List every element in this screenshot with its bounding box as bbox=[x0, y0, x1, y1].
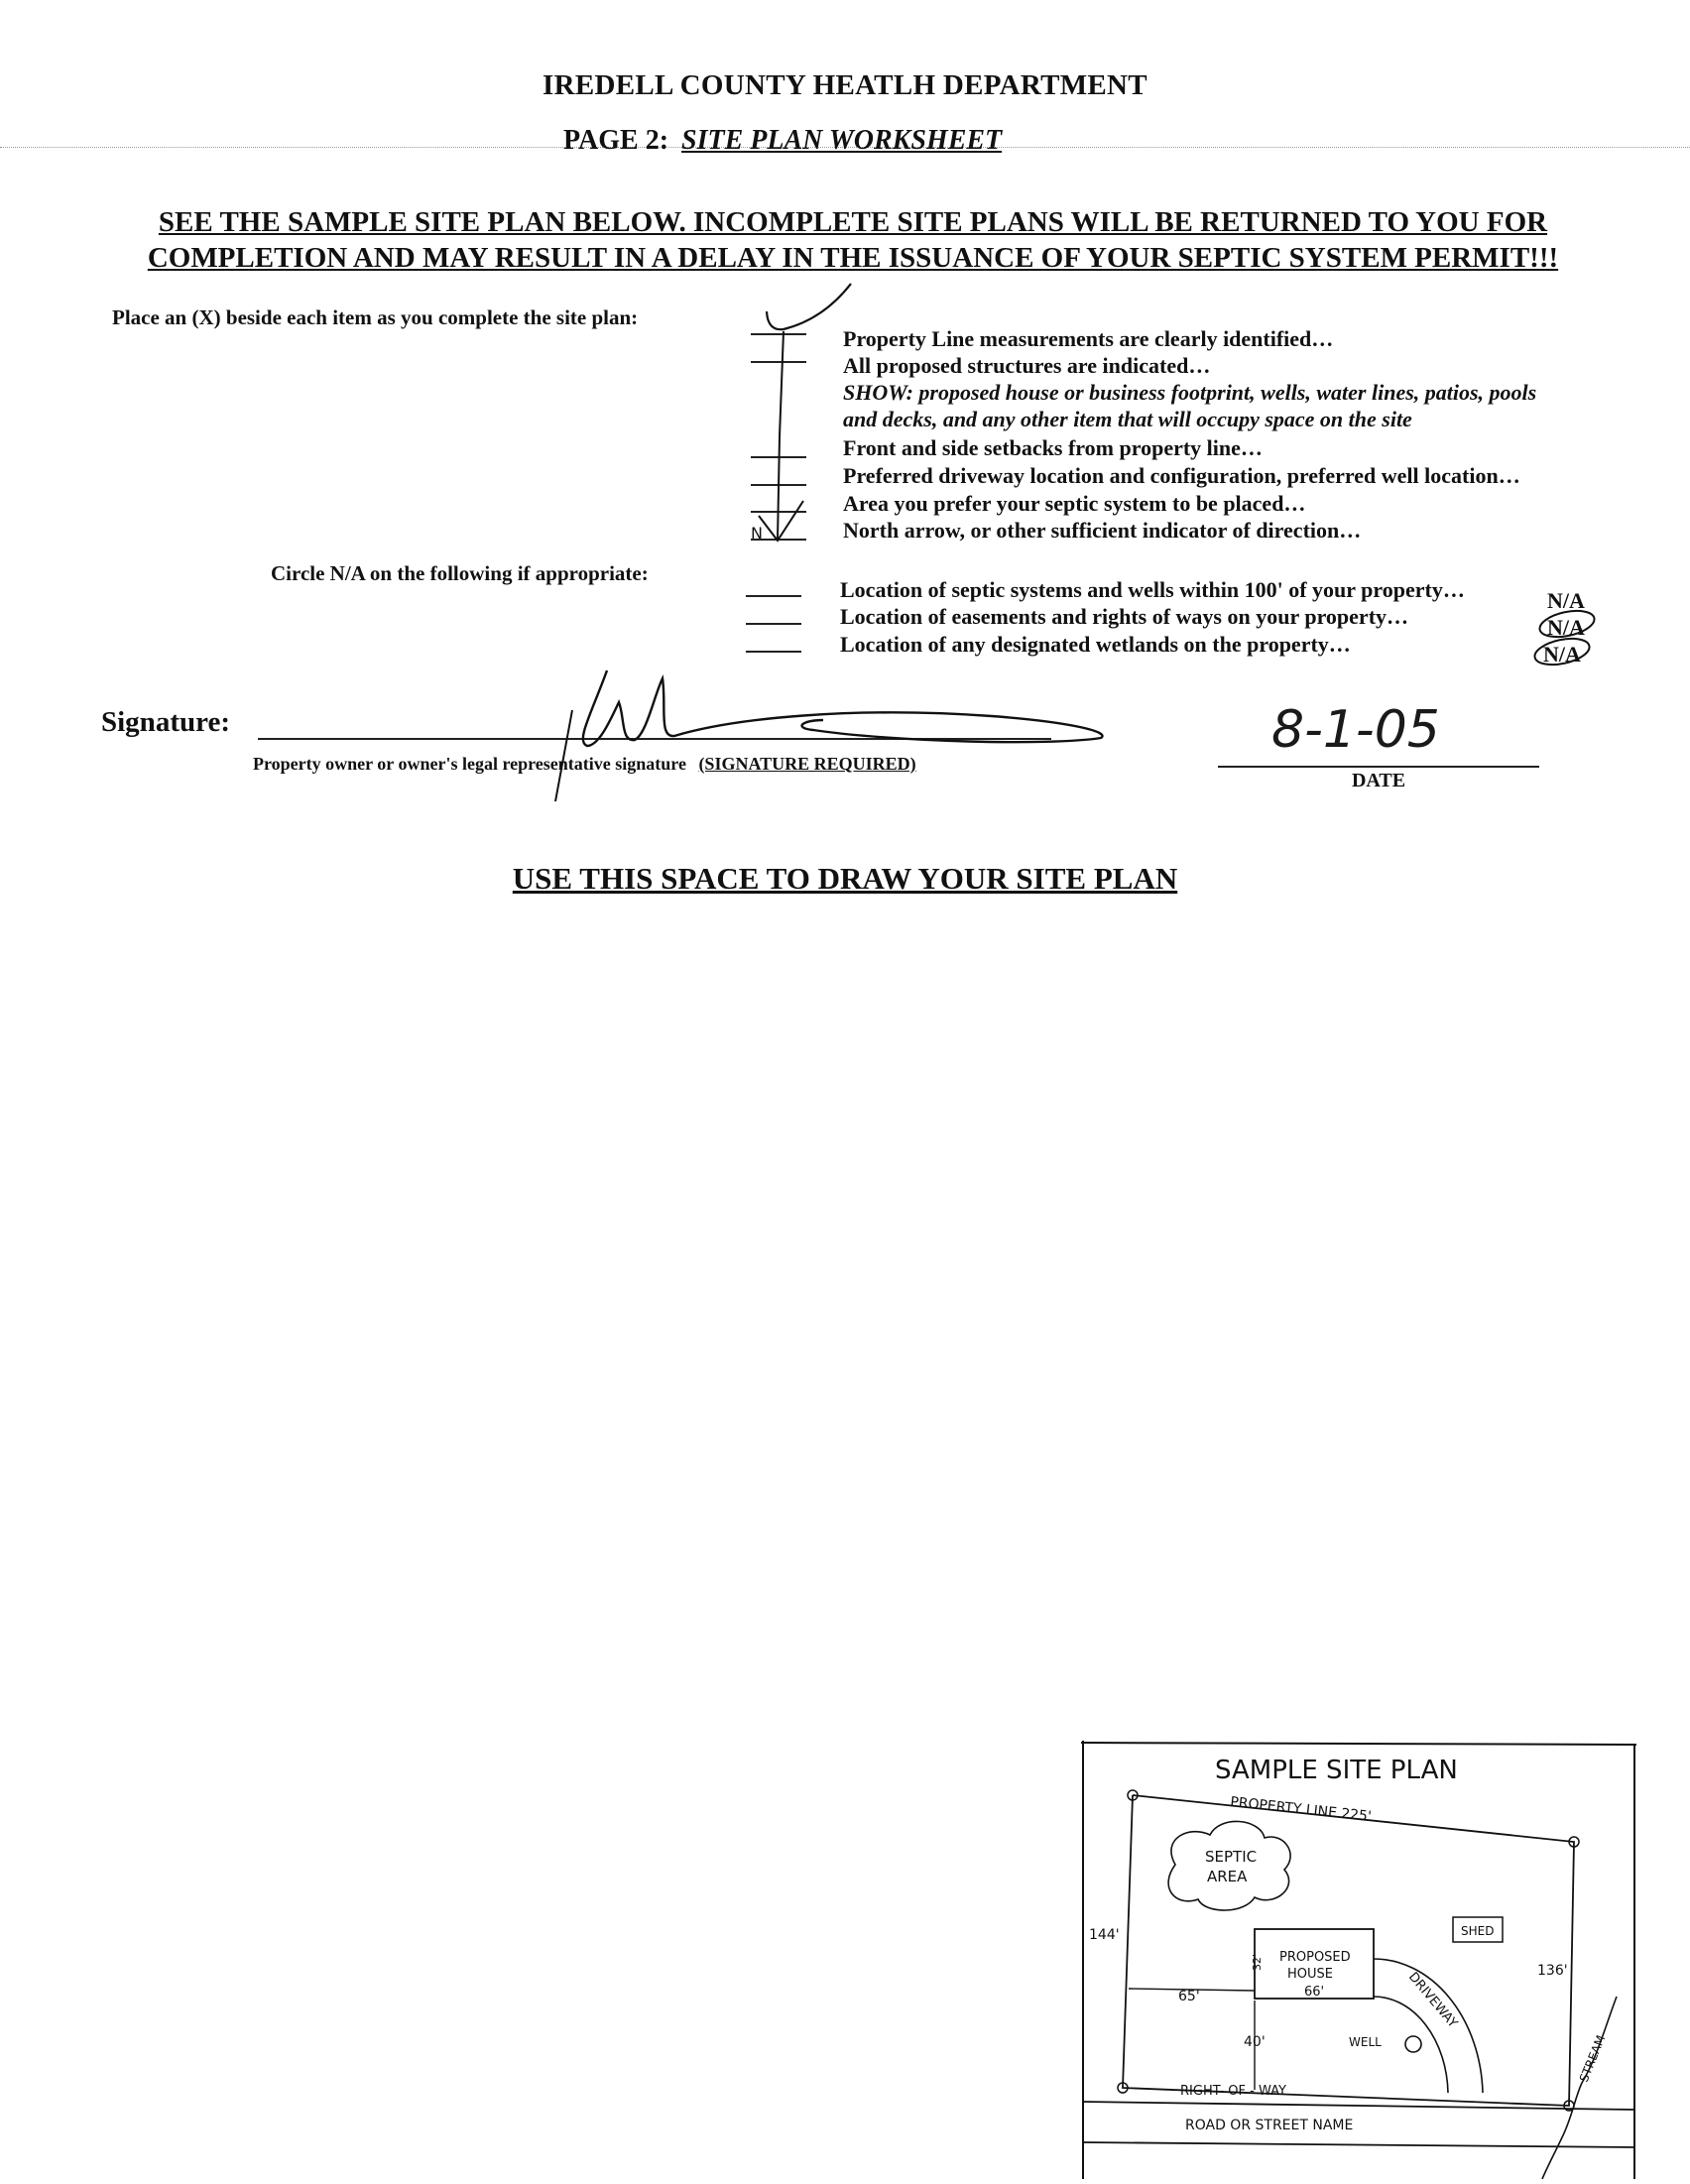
front-setback-label: 40' bbox=[1244, 2034, 1266, 2050]
signature-line[interactable] bbox=[258, 738, 1051, 740]
stream-label: STREAM bbox=[1576, 2033, 1609, 2085]
na-instruction: Circle N/A on the following if appropriate: bbox=[271, 561, 649, 585]
signature-caption-text: Property owner or owner's legal representative signature bbox=[253, 754, 686, 774]
checklist-item-show-2: and decks, and any other item that will occupy space on the site bbox=[843, 407, 1412, 431]
na-option-2[interactable]: N/A bbox=[1547, 615, 1585, 640]
checklist-instruction: Place an (X) beside each item as you complete the site plan: bbox=[112, 305, 639, 329]
house-depth-label: 32' bbox=[1251, 1953, 1264, 1971]
signature-required-note: (SIGNATURE REQUIRED) bbox=[698, 754, 916, 774]
septic-label-2: AREA bbox=[1207, 1868, 1248, 1885]
right-of-way-label: RIGHT- OF - WAY bbox=[1180, 2084, 1286, 2099]
department-title: IREDELL COUNTY HEATLH DEPARTMENT bbox=[543, 69, 1147, 101]
septic-label-1: SEPTIC bbox=[1205, 1848, 1258, 1866]
warning-line-2: COMPLETION AND MAY RESULT IN A DELAY IN THE ISSUANCE OF YOUR SEPTIC SYSTEM PERMIT!!! bbox=[147, 242, 1559, 274]
septic-area-cloud bbox=[1168, 1821, 1290, 1910]
driveway-label: DRIVEWAY bbox=[1404, 1969, 1461, 2031]
checklist-item-driveway: Preferred driveway location and configuration, preferred well location… bbox=[843, 463, 1520, 488]
well-icon bbox=[1405, 2036, 1421, 2052]
na-blank-1[interactable] bbox=[746, 595, 801, 597]
checklist-item-property-lines: Property Line measurements are clearly identified… bbox=[843, 326, 1334, 351]
shed-label: SHED bbox=[1461, 1924, 1495, 1938]
checklist-item-north-arrow: North arrow, or other sufficient indicator of direction… bbox=[843, 518, 1362, 543]
signature-caption bbox=[253, 754, 916, 775]
checklist-blank-3[interactable] bbox=[751, 456, 806, 458]
checklist-item-septic-area: Area you prefer your septic system to be placed… bbox=[843, 491, 1306, 516]
na-blank-2[interactable] bbox=[746, 623, 801, 625]
sample-title: SAMPLE SITE PLAN bbox=[1215, 1756, 1458, 1785]
page-subtitle bbox=[563, 125, 1002, 157]
checklist-blank-1[interactable] bbox=[751, 333, 806, 335]
signature-label: Signature: bbox=[101, 706, 230, 738]
na-item-easements: Location of easements and rights of ways on your property… bbox=[840, 604, 1409, 629]
house-width-label: 66' bbox=[1304, 1985, 1325, 2000]
left-dimension: 144' bbox=[1089, 1927, 1120, 1943]
na-blank-3[interactable] bbox=[746, 651, 801, 653]
signature-scribble-icon bbox=[583, 670, 1103, 746]
property-line-label: PROPERTY LINE 225' bbox=[1229, 1794, 1373, 1825]
na-item-septic-wells: Location of septic systems and wells within 100' of your property… bbox=[840, 577, 1465, 602]
site-plan-drawing-area[interactable] bbox=[40, 912, 1646, 1726]
na-item-wetlands: Location of any designated wetlands on the property… bbox=[840, 632, 1351, 657]
right-dimension: 136' bbox=[1537, 1963, 1568, 1979]
road-edge-bottom bbox=[1083, 2142, 1634, 2147]
house-label-1: PROPOSED bbox=[1279, 1950, 1351, 1965]
date-line[interactable] bbox=[1218, 766, 1539, 768]
sample-site-plan-drawing bbox=[1081, 1741, 1636, 2179]
checklist-blank-6[interactable] bbox=[751, 539, 806, 541]
arrow-check-icon bbox=[759, 501, 803, 541]
incomplete-warning bbox=[119, 204, 1587, 276]
checklist-item-setbacks: Front and side setbacks from property line… bbox=[843, 435, 1263, 460]
house-label-2: HOUSE bbox=[1287, 1967, 1333, 1982]
checklist-blank-2[interactable] bbox=[751, 361, 806, 363]
checklist-item-show-1: SHOW: proposed house or business footprint, wells, water lines, patios, pools bbox=[843, 380, 1537, 405]
na-option-1[interactable]: N/A bbox=[1547, 588, 1585, 613]
checkmark-icon bbox=[767, 284, 851, 329]
well-label: WELL bbox=[1349, 2035, 1382, 2049]
warning-line-1: SEE THE SAMPLE SITE PLAN BELOW. INCOMPLETE SITE PLANS WILL BE RETURNED TO YOU FOR bbox=[158, 206, 1548, 238]
checklist-item-structures: All proposed structures are indicated… bbox=[843, 353, 1211, 378]
checklist-blank-5[interactable] bbox=[751, 511, 806, 513]
handwritten-n-mark: N bbox=[751, 524, 763, 543]
sample-site-plan bbox=[1081, 1741, 1636, 2179]
handwritten-date: 8-1-05 bbox=[1271, 700, 1440, 760]
checklist-blank-4[interactable] bbox=[751, 484, 806, 486]
road-label: ROAD OR STREET NAME bbox=[1185, 2118, 1354, 2133]
driveway-outer-edge bbox=[1374, 1959, 1483, 2093]
draw-area-title: USE THIS SPACE TO DRAW YOUR SITE PLAN bbox=[512, 861, 1178, 896]
side-setback-label: 65' bbox=[1178, 1989, 1200, 2004]
na-option-3[interactable]: N/A bbox=[1543, 642, 1581, 667]
page-label: PAGE 2: bbox=[563, 125, 669, 156]
worksheet-title: SITE PLAN WORKSHEET bbox=[681, 125, 1003, 156]
stream-line bbox=[1542, 1997, 1617, 2179]
date-label: DATE bbox=[1351, 770, 1406, 791]
